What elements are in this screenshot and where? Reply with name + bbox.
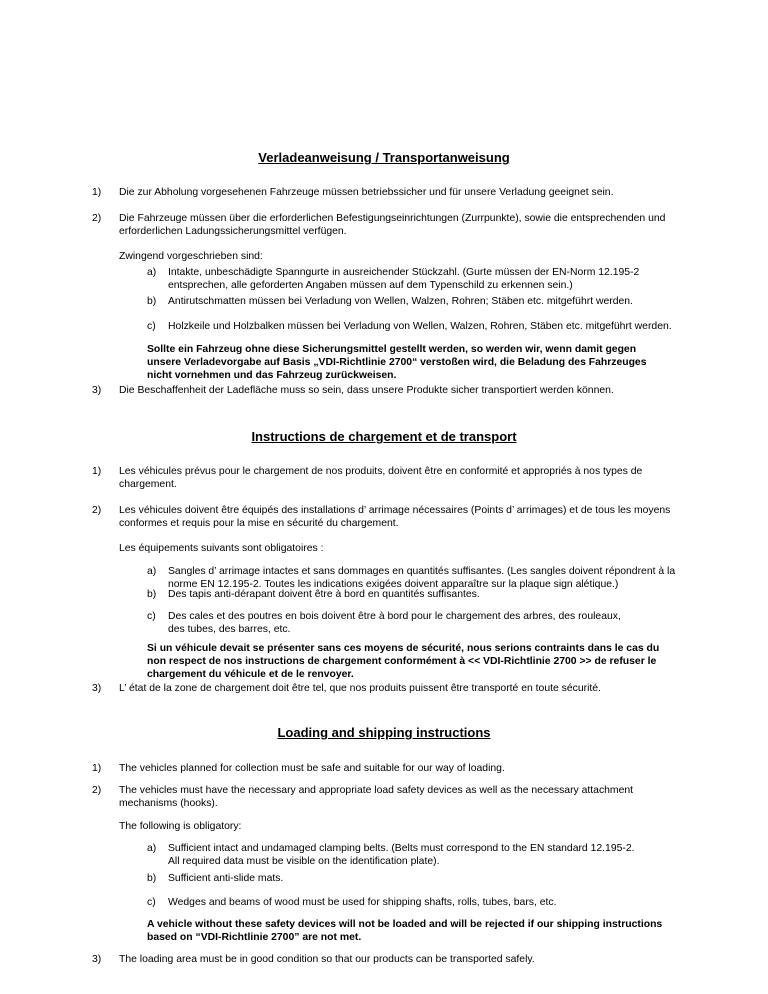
- item-text: [119, 212, 699, 238]
- subitem-text-line: norme EN 12.195-2. Toutes les indications exigées doivent apparaître sur la plaque sign alétique.): [168, 579, 619, 590]
- subitem-letter: c): [147, 897, 156, 908]
- subitem-letter: a): [147, 843, 157, 854]
- subitem-text-line: Sufficient anti-slide mats.: [168, 873, 284, 884]
- item-text-line: Die zur Abholung vorgesehenen Fahrzeuge müssen betriebssicher und für unsere Verladung geeignet sein.: [119, 187, 614, 198]
- subitem-text-line: Des tapis anti-dérapant doivent être à bord en quantités suffisantes.: [168, 589, 480, 600]
- item-text: [119, 186, 699, 199]
- item-text-line: Die Fahrzeuge müssen über die erforderlichen Befestigungseinrichtungen (Zurrpunkte), sowie die entsprechenden und: [119, 213, 666, 224]
- section-title-en: Loading and shipping instructions: [277, 725, 491, 740]
- warning-text: [147, 642, 687, 681]
- item-number: 3): [92, 683, 102, 694]
- subitem-text-line: Intakte, unbeschädigte Spanngurte in ausreichender Stückzahl. (Gurte müssen der EN-Norm 12.195-2: [168, 267, 640, 278]
- item-text: [119, 784, 699, 810]
- item-number: 2): [92, 785, 102, 796]
- warning-line: based on “VDI-Richtlinie 2700” are not met.: [147, 932, 362, 943]
- warning-line: unsere Verladevorgabe auf Basis „VDI-Richtlinie 2700“ verstoßen wird, die Beladung des Fahrzeuges: [147, 357, 647, 368]
- item-text-line: Les véhicules prévus pour le chargement de nos produits, doivent être en conformité et appropriés à nos types de: [119, 466, 643, 477]
- item-text-line: Die Beschaffenheit der Ladefläche muss so sein, dass unsere Produkte sicher transportiert werden können.: [119, 385, 614, 396]
- item-text-line: The vehicles planned for collection must be safe and suitable for our way of loading.: [119, 763, 505, 774]
- item-text-line: mechanisms (hooks).: [119, 798, 218, 809]
- subitem-letter: a): [147, 566, 157, 577]
- item-text: [119, 953, 699, 966]
- subitem-text: [168, 320, 688, 333]
- item-number: 1): [92, 466, 102, 477]
- warning-line: nicht vornehmen und das Fahrzeug zurückweisen.: [147, 370, 397, 381]
- subitem-letter: c): [147, 611, 156, 622]
- subitem-text: [168, 266, 688, 292]
- item-text: [119, 465, 699, 491]
- subitem-text: [168, 872, 688, 885]
- obligatory-intro: Zwingend vorgeschrieben sind:: [119, 251, 263, 262]
- subitem-text: [168, 295, 688, 308]
- subitem-text: [168, 842, 688, 868]
- item-text-line: erforderlichen Ladungssicherungsmittel verfügen.: [119, 226, 347, 237]
- warning-line: non respect de nos instructions de chargement conformément à << VDI-Richtlinie 2700 >> de refuser le: [147, 656, 657, 667]
- subitem-letter: a): [147, 267, 157, 278]
- item-text: [119, 682, 699, 695]
- warning-line: Si un véhicule devait se présenter sans ces moyens de sécurité, nous serions contraints dans le cas du: [147, 643, 660, 654]
- subitem-letter: c): [147, 321, 156, 332]
- item-text-line: The loading area must be in good condition so that our products can be transported safely.: [119, 954, 535, 965]
- item-number: 1): [92, 187, 102, 198]
- subitem-text-line: Sangles d’ arrimage intactes et sans dommages en quantités suffisantes. (Les sangles doivent répondrent à la: [168, 566, 676, 577]
- section-title-fr: Instructions de chargement et de transport: [251, 429, 517, 444]
- subitem-text: [168, 896, 688, 909]
- subitem-text-line: entsprechen, alle geforderten Angaben müssen auf dem Typenschild zu erkennen sein.): [168, 280, 573, 291]
- item-text-line: L’ état de la zone de chargement doit être tel, que nos produits puissent être transporté en toute sécurité.: [119, 683, 601, 694]
- item-text-line: conformes et requis pour la mise en sécurité du chargement.: [119, 518, 399, 529]
- subitem-letter: b): [147, 296, 157, 307]
- item-text-line: Les véhicules doivent être équipés des installations d’ arrimage nécessaires (Points d’ arrimages) et de tous les moyens: [119, 505, 671, 516]
- warning-line: Sollte ein Fahrzeug ohne diese Sicherungsmittel gestellt werden, so werden wir, wenn damit gegen: [147, 344, 637, 355]
- subitem-text-line: Des cales et des poutres en bois doivent être à bord pour le chargement des arbres, des rouleaux,: [168, 611, 621, 622]
- item-text-line: The vehicles must have the necessary and appropriate load safety devices as well as the necessary attachment: [119, 785, 634, 796]
- item-number: 2): [92, 505, 102, 516]
- item-text: [119, 504, 699, 530]
- warning-text: [147, 918, 687, 944]
- subitem-text-line: Holzkeile und Holzbalken müssen bei Verladung von Wellen, Walzen, Rohren, Stäben etc. mitgeführt werden.: [168, 321, 672, 332]
- subitem-text-line: Wedges and beams of wood must be used for shipping shafts, rolls, tubes, bars, etc.: [168, 897, 557, 908]
- item-text: [119, 384, 699, 397]
- item-text-line: chargement.: [119, 479, 177, 490]
- subitem-text: [168, 588, 688, 601]
- obligatory-intro: The following is obligatory:: [119, 821, 242, 832]
- obligatory-intro: Les équipements suivants sont obligatoires :: [119, 543, 324, 554]
- item-number: 1): [92, 763, 102, 774]
- warning-text: [147, 343, 687, 382]
- item-number: 3): [92, 385, 102, 396]
- subitem-text: [168, 610, 688, 636]
- section-title-de: Verladeanweisung / Transportanweisung: [258, 150, 510, 165]
- subitem-text-line: Sufficient intact and undamaged clamping belts. (Belts must correspond to the EN standard 12.195-2.: [168, 843, 635, 854]
- subitem-letter: b): [147, 873, 157, 884]
- item-number: 2): [92, 213, 102, 224]
- warning-line: chargement du véhicule et de le renvoyer.: [147, 669, 354, 680]
- subitem-letter: b): [147, 589, 157, 600]
- item-number: 3): [92, 954, 102, 965]
- warning-line: A vehicle without these safety devices will not be loaded and will be rejected if our shipping instructions: [147, 919, 663, 930]
- subitem-text-line: des tubes, des barres, etc.: [168, 624, 291, 635]
- subitem-text-line: All required data must be visible on the identification plate).: [168, 856, 440, 867]
- subitem-text-line: Antirutschmatten müssen bei Verladung von Wellen, Walzen, Rohren; Stäben etc. mitgeführt werden.: [168, 296, 633, 307]
- item-text: [119, 762, 699, 775]
